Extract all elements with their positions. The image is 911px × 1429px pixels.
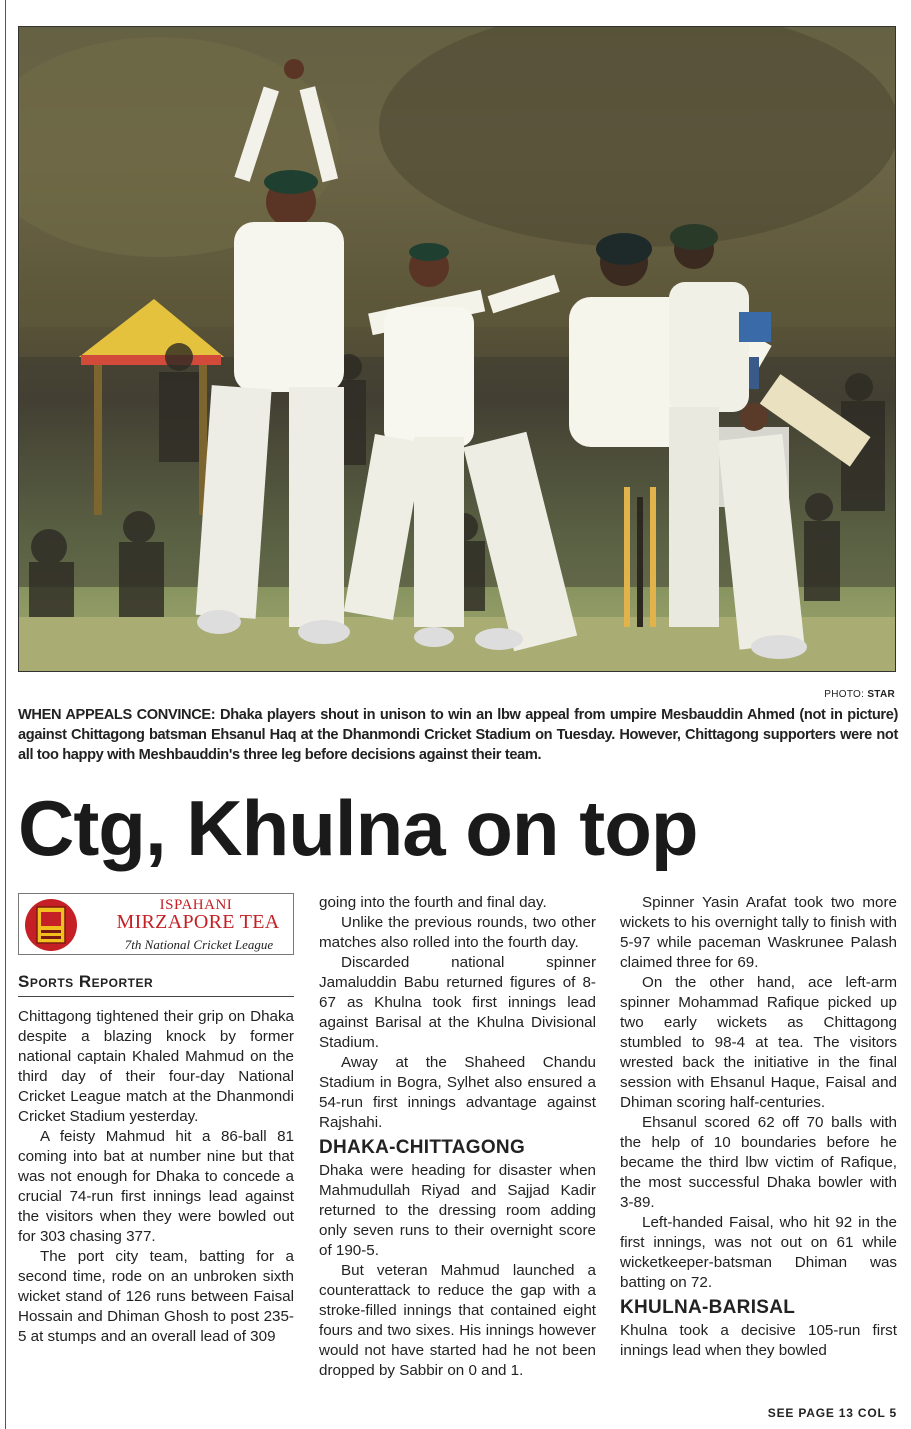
- cricket-photo: [18, 26, 896, 672]
- byline: Sports Reporter: [18, 971, 294, 997]
- paragraph: Away at the Shaheed Chandu Stadium in Bogra, Sylhet also ensured a 54-run first innings advantage against Rajshahi.: [319, 1054, 596, 1131]
- paragraph: Unlike the previous rounds, two other matches also rolled into the fourth day.: [319, 914, 596, 951]
- sponsor-box: [18, 893, 294, 955]
- photo-credit: [824, 689, 895, 700]
- cricket-photo-illustration: [19, 27, 896, 672]
- paragraph: A feisty Mahmud hit a 86-ball 81 coming into bat at number nine but that was not enough for Dhaka to concede a crucial 74-run first innings lead against the visitors when they were bowled out for 303 chasing 377.: [18, 1128, 294, 1245]
- page-left-rule: [5, 0, 6, 1429]
- photo-credit-label: PHOTO:: [824, 689, 865, 700]
- continued-jump-link[interactable]: SEE PAGE 13 COL 5: [767, 1406, 897, 1420]
- sponsor-brand: ISPAHANI: [159, 897, 233, 913]
- sponsor-product: MIRZAPORE TEA: [116, 911, 280, 933]
- caption-text: Dhaka players shout in unison to win an lbw appeal from umpire Mesbauddin Ahmed (not in picture) against Chittagong batsman Ehsanul Haq at the Dhanmondi Cricket Stadium on Tuesday. However, Chittagong supporters were not all too happy with Meshbauddin's three leg before decisions against their team.: [18, 707, 898, 763]
- caption-lead: WHEN APPEALS CONVINCE:: [18, 707, 216, 723]
- paragraph: Ehsanul scored 62 off 70 balls with the help of 10 boundaries before he became the third lbw victim of Rafique, the most successful Dhaka bowler with 3-89.: [620, 1114, 897, 1211]
- subhead-dhaka-chittagong: DHAKA-CHITTAGONG: [319, 1137, 526, 1158]
- paragraph: On the other hand, ace left-arm spinner Mohammad Rafique picked up two early wickets as Chittagong stumbled to 98-4 at tea. The visitors wrested back the initiative in the final session with Ehsanul Haque, Faisal and Dhiman scoring half-centuries.: [620, 974, 897, 1111]
- photo-caption: [18, 705, 898, 765]
- article-column-3: [620, 893, 897, 1361]
- paragraph: The port city team, batting for a second time, rode on an unbroken sixth wicket stand of 126 runs between Faisal Hossain and Dhiman Ghosh to post 235-5 at stumps and an overall lead of 309: [18, 1248, 294, 1345]
- paragraph: Khulna took a decisive 105-run first innings lead when they bowled: [620, 1322, 897, 1359]
- sponsor-league: 7th National Cricket League: [124, 937, 274, 952]
- article-column-2: [319, 893, 596, 1381]
- paragraph: Dhaka were heading for disaster when Mahmudullah Riyad and Sajjad Kadir returned to the dressing room adding only seven runs to their overnight score of 190-5.: [319, 1162, 596, 1259]
- paragraph: But veteran Mahmud launched a counterattack to reduce the gap with a stroke-filled innings that contained eight fours and two sixes. His innings however would not have started had he not been dropped by Sabbir on 0 and 1.: [319, 1262, 596, 1379]
- subhead-khulna-barisal: KHULNA-BARISAL: [620, 1297, 796, 1318]
- paragraph: going into the fourth and final day.: [319, 894, 547, 911]
- paragraph: Discarded national spinner Jamaluddin Babu returned figures of 8-67 as Khulna took first innings lead against Barisal at the Khulna Divisional Stadium.: [319, 954, 596, 1051]
- headline: Ctg, Khulna on top: [18, 784, 698, 872]
- paragraph: Spinner Yasin Arafat took two more wickets to his overnight tally to finish with 5-97 while paceman Waskrunee Palash claimed three for 69.: [620, 894, 897, 971]
- paragraph: Left-handed Faisal, who hit 92 in the first innings, was not out on 61 while wicketkeeper-batsman Dhiman was batting on 72.: [620, 1214, 897, 1291]
- photo-credit-source: STAR: [867, 689, 895, 700]
- mirzapore-tea-logo-icon: [21, 897, 81, 953]
- article-column-1: [18, 893, 294, 1347]
- paragraph: Chittagong tightened their grip on Dhaka despite a blazing knock by former national captain Khaled Mahmud on the third day of their four-day National Cricket League match at the Dhanmondi Cricket Stadium yesterday.: [18, 1008, 294, 1125]
